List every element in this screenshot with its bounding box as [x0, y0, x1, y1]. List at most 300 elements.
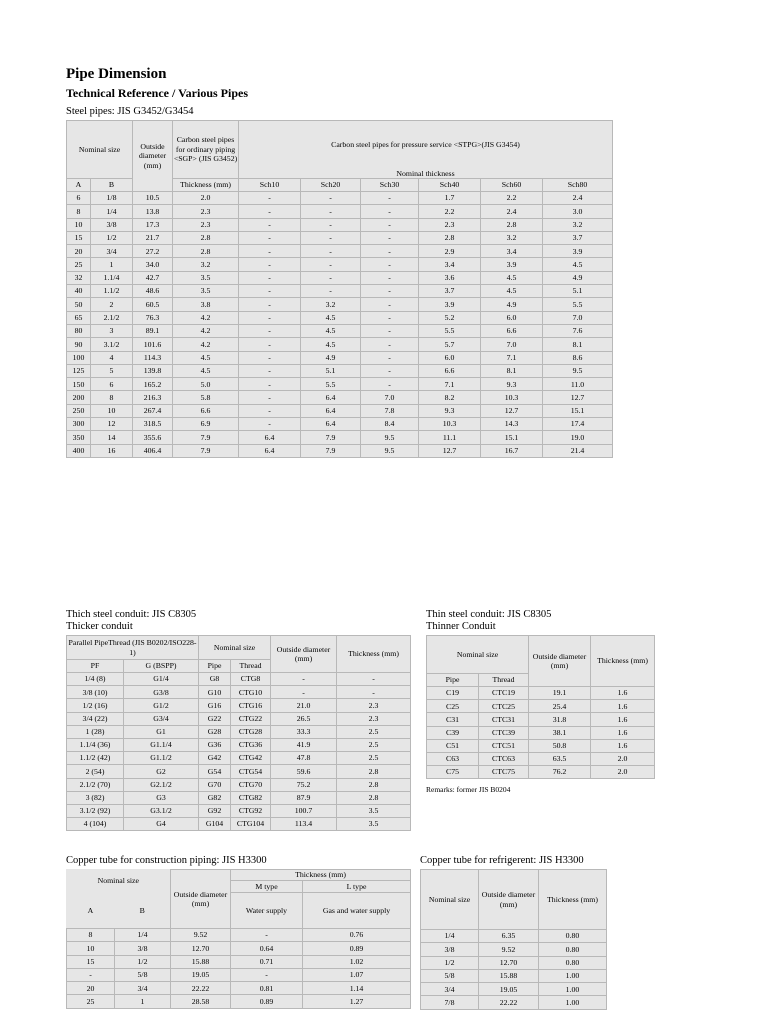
thin-header-nominal: Nominal size: [427, 636, 529, 674]
table-cell: 7.6: [543, 324, 613, 337]
table-row: [67, 712, 411, 725]
table-cell: -: [239, 338, 301, 351]
table-cell: 6.4: [301, 404, 361, 417]
table-cell: 42.7: [133, 271, 173, 284]
table-cell: -: [337, 673, 411, 686]
table-cell: -: [361, 298, 419, 311]
table-cell: 25: [67, 258, 91, 271]
table-cell: G1.1/4: [124, 738, 199, 751]
table-cell: 11.1: [419, 431, 481, 444]
table-cell: 16.7: [481, 444, 543, 457]
table-cell: 4.2: [173, 311, 239, 324]
table-cell: G82: [199, 791, 231, 804]
table-cell: 3/4 (22): [67, 712, 124, 725]
table-row: [421, 943, 607, 956]
table-cell: 1/2: [91, 231, 133, 244]
table-cell: 150: [67, 378, 91, 391]
copper-c-header-thickness: Thickness (mm): [231, 870, 411, 881]
table-cell: G3: [124, 791, 199, 804]
table-cell: -: [239, 218, 301, 231]
table-cell: -: [361, 338, 419, 351]
table-cell: 2.1/2: [91, 311, 133, 324]
table-cell: 15.1: [481, 431, 543, 444]
table-row: [67, 338, 613, 351]
table-cell: 113.4: [271, 818, 337, 831]
table-cell: 1/4 (8): [67, 673, 124, 686]
table-cell: CTG104: [231, 818, 271, 831]
table-cell: 2: [91, 298, 133, 311]
table-row: [67, 968, 411, 981]
table-cell: 0.89: [303, 942, 411, 955]
table-cell: 10: [91, 404, 133, 417]
thin-header-thread: Thread: [479, 674, 529, 687]
table-cell: CTC63: [479, 752, 529, 765]
table-cell: -: [361, 285, 419, 298]
table-cell: 2.9: [419, 245, 481, 258]
table-cell: -: [337, 686, 411, 699]
table-cell: -: [361, 378, 419, 391]
table-row: [67, 324, 613, 337]
table-cell: -: [301, 245, 361, 258]
table-cell: C63: [427, 752, 479, 765]
table-cell: 12.7: [543, 391, 613, 404]
table-cell: 1/4: [115, 929, 171, 942]
steel-header-nominal: Nominal size: [67, 121, 133, 179]
table-cell: 1/4: [421, 930, 479, 943]
table-cell: -: [301, 231, 361, 244]
table-cell: C51: [427, 739, 479, 752]
table-cell: 76.3: [133, 311, 173, 324]
table-cell: 1.7: [419, 192, 481, 205]
table-cell: -: [301, 271, 361, 284]
table-cell: 1.1/2: [91, 285, 133, 298]
table-cell: 3/8: [115, 942, 171, 955]
table-cell: 4.5: [301, 338, 361, 351]
table-cell: 3.7: [543, 231, 613, 244]
table-row: [427, 739, 655, 752]
copper-construction-caption: Copper tube for construction piping: JIS H3300: [66, 855, 267, 866]
table-cell: CTG10: [231, 686, 271, 699]
table-cell: 2.3: [419, 218, 481, 231]
thin-header-thickness: Thickness (mm): [591, 636, 655, 687]
table-cell: 2.8: [173, 231, 239, 244]
table-cell: -: [239, 311, 301, 324]
table-cell: -: [301, 218, 361, 231]
table-cell: C25: [427, 700, 479, 713]
table-cell: G16: [199, 699, 231, 712]
table-cell: 6.0: [481, 311, 543, 324]
table-row: [67, 298, 613, 311]
steel-header-b: B: [91, 179, 133, 192]
table-cell: C19: [427, 687, 479, 700]
table-cell: 2.4: [481, 205, 543, 218]
table-cell: 80: [67, 324, 91, 337]
table-cell: 200: [67, 391, 91, 404]
table-cell: G8: [199, 673, 231, 686]
table-cell: 406.4: [133, 444, 173, 457]
table-cell: 2.3: [173, 218, 239, 231]
table-cell: 2.5: [337, 725, 411, 738]
table-row: [67, 258, 613, 271]
table-cell: 125: [67, 364, 91, 377]
table-cell: 400: [67, 444, 91, 457]
table-cell: 41.9: [271, 738, 337, 751]
table-cell: 76.2: [529, 766, 591, 779]
table-cell: 3.6: [419, 271, 481, 284]
table-row: [427, 713, 655, 726]
table-row: [67, 686, 411, 699]
table-row: [67, 804, 411, 817]
table-cell: 267.4: [133, 404, 173, 417]
table-cell: 5.2: [419, 311, 481, 324]
table-row: [67, 231, 613, 244]
table-cell: 2.2: [419, 205, 481, 218]
steel-caption: Steel pipes: JIS G3452/G3454: [66, 106, 194, 117]
table-cell: CTG28: [231, 725, 271, 738]
table-row: [67, 285, 613, 298]
table-row: [67, 699, 411, 712]
table-cell: 27.2: [133, 245, 173, 258]
table-cell: 12.70: [171, 942, 231, 955]
copper-r-header-outside: Outside diameter (mm): [479, 870, 539, 930]
table-cell: 10.3: [481, 391, 543, 404]
table-cell: 65: [67, 311, 91, 324]
table-cell: -: [361, 311, 419, 324]
table-row: [67, 818, 411, 831]
table-cell: 9.3: [481, 378, 543, 391]
table-cell: 3/8 (10): [67, 686, 124, 699]
table-cell: -: [239, 404, 301, 417]
table-cell: -: [239, 231, 301, 244]
table-cell: 15: [67, 955, 115, 968]
table-row: [67, 778, 411, 791]
table-cell: 7/8: [421, 996, 479, 1009]
steel-header-stpg: Carbon steel pipes for pressure service <STPG>(JIS G3454): [239, 121, 613, 169]
table-cell: -: [239, 391, 301, 404]
table-cell: 10: [67, 942, 115, 955]
table-row: [67, 995, 411, 1008]
table-cell: 1.00: [539, 996, 607, 1009]
copper-c-header-outside: Outside diameter (mm): [171, 870, 231, 929]
table-row: [67, 673, 411, 686]
steel-header-outside: Outside diameter (mm): [133, 121, 173, 192]
table-cell: 1.6: [591, 713, 655, 726]
table-cell: 1/2: [421, 956, 479, 969]
table-cell: 7.8: [361, 404, 419, 417]
copper-c-header-ltype: L type: [303, 881, 411, 893]
table-cell: 4.5: [173, 364, 239, 377]
table-cell: G70: [199, 778, 231, 791]
table-cell: 5.5: [301, 378, 361, 391]
table-row: [67, 378, 613, 391]
table-cell: 14.3: [481, 418, 543, 431]
table-cell: 6.6: [419, 364, 481, 377]
steel-header-a: A: [67, 179, 91, 192]
table-cell: 50: [67, 298, 91, 311]
table-cell: -: [361, 351, 419, 364]
table-cell: -: [239, 205, 301, 218]
table-cell: 31.8: [529, 713, 591, 726]
table-cell: 7.0: [543, 311, 613, 324]
steel-header-sch10: Sch10: [239, 179, 301, 192]
table-cell: G36: [199, 738, 231, 751]
table-cell: 90: [67, 338, 91, 351]
table-cell: CTG22: [231, 712, 271, 725]
thick-header-g: G (BSPP): [124, 660, 199, 673]
table-cell: 100: [67, 351, 91, 364]
table-cell: 1.1/2 (42): [67, 752, 124, 765]
table-cell: 3.2: [301, 298, 361, 311]
table-row: [427, 726, 655, 739]
table-cell: G22: [199, 712, 231, 725]
table-cell: 2.8: [173, 245, 239, 258]
page-subtitle: Technical Reference / Various Pipes: [66, 86, 248, 100]
table-cell: 9.52: [171, 929, 231, 942]
table-cell: 14: [91, 431, 133, 444]
copper-c-header-nominal: Nominal size: [97, 876, 139, 886]
table-cell: 1 (28): [67, 725, 124, 738]
table-cell: 4.5: [481, 285, 543, 298]
table-row: [427, 700, 655, 713]
table-cell: 1.00: [539, 969, 607, 982]
table-cell: 6.6: [173, 404, 239, 417]
table-cell: 25: [67, 995, 115, 1008]
table-row: [427, 752, 655, 765]
table-cell: 8.6: [543, 351, 613, 364]
table-cell: G42: [199, 752, 231, 765]
table-cell: 63.5: [529, 752, 591, 765]
table-cell: 1: [115, 995, 171, 1008]
table-cell: G4: [124, 818, 199, 831]
table-cell: 33.3: [271, 725, 337, 738]
steel-header-sch60: Sch60: [481, 179, 543, 192]
table-cell: 6.0: [419, 351, 481, 364]
table-cell: G3/8: [124, 686, 199, 699]
table-row: [67, 245, 613, 258]
table-cell: 6: [67, 192, 91, 205]
table-cell: 6.4: [301, 391, 361, 404]
table-cell: 19.05: [171, 968, 231, 981]
table-cell: 5: [91, 364, 133, 377]
table-cell: 47.8: [271, 752, 337, 765]
table-cell: CTC51: [479, 739, 529, 752]
table-cell: CTG92: [231, 804, 271, 817]
thick-header-parallel: Parallel PipeThread (JIS B0202/ISO228-1): [67, 636, 199, 660]
table-cell: 3.9: [543, 245, 613, 258]
table-row: [67, 391, 613, 404]
table-cell: 0.64: [231, 942, 303, 955]
table-cell: 5.7: [419, 338, 481, 351]
table-cell: 7.1: [419, 378, 481, 391]
table-cell: 7.9: [301, 431, 361, 444]
table-cell: 0.80: [539, 956, 607, 969]
table-cell: 1.27: [303, 995, 411, 1008]
table-cell: 1: [91, 258, 133, 271]
copper-r-header-thickness: Thickness (mm): [539, 870, 607, 930]
table-cell: 165.2: [133, 378, 173, 391]
table-cell: -: [239, 285, 301, 298]
table-cell: 1.1/4 (36): [67, 738, 124, 751]
table-cell: -: [361, 231, 419, 244]
table-cell: -: [361, 218, 419, 231]
table-cell: 3.7: [419, 285, 481, 298]
table-cell: 3.5: [337, 804, 411, 817]
thick-header-outside: Outside diameter (mm): [271, 636, 337, 673]
table-cell: 9.5: [543, 364, 613, 377]
table-cell: 3/4: [115, 982, 171, 995]
table-cell: CTC39: [479, 726, 529, 739]
table-cell: 22.22: [479, 996, 539, 1009]
table-cell: 20: [67, 982, 115, 995]
table-row: [421, 969, 607, 982]
steel-header-sch80: Sch80: [543, 179, 613, 192]
table-cell: 2.8: [337, 778, 411, 791]
table-cell: 10.5: [133, 192, 173, 205]
table-cell: -: [271, 686, 337, 699]
thin-header-pipe: Pipe: [427, 674, 479, 687]
table-cell: 4.9: [301, 351, 361, 364]
table-cell: 32: [67, 271, 91, 284]
table-cell: 48.6: [133, 285, 173, 298]
table-cell: 3.9: [419, 298, 481, 311]
table-cell: 100.7: [271, 804, 337, 817]
table-cell: 59.6: [271, 765, 337, 778]
table-cell: 1/4: [91, 205, 133, 218]
table-row: [67, 218, 613, 231]
table-cell: -: [239, 298, 301, 311]
table-cell: 2.3: [337, 712, 411, 725]
table-row: [421, 956, 607, 969]
table-cell: -: [239, 324, 301, 337]
table-cell: 2.1/2 (70): [67, 778, 124, 791]
table-cell: 3.1/2: [91, 338, 133, 351]
table-cell: 7.9: [301, 444, 361, 457]
table-cell: CTC75: [479, 766, 529, 779]
table-cell: -: [239, 378, 301, 391]
thick-header-thread: Thread: [231, 660, 271, 673]
table-cell: 17.3: [133, 218, 173, 231]
table-cell: 6.4: [301, 418, 361, 431]
table-cell: 15.1: [543, 404, 613, 417]
table-cell: G1/4: [124, 673, 199, 686]
thick-header-thickness: Thickness (mm): [337, 636, 411, 673]
table-cell: -: [67, 968, 115, 981]
table-cell: CTG8: [231, 673, 271, 686]
table-cell: 10: [67, 218, 91, 231]
table-cell: -: [239, 418, 301, 431]
table-cell: CTG82: [231, 791, 271, 804]
table-cell: 19.0: [543, 431, 613, 444]
table-cell: C31: [427, 713, 479, 726]
table-cell: CTC25: [479, 700, 529, 713]
table-cell: 20: [67, 245, 91, 258]
table-row: [427, 766, 655, 779]
copper-construction-table: [66, 869, 411, 1009]
table-cell: G104: [199, 818, 231, 831]
table-cell: 8: [91, 391, 133, 404]
thin-conduit-caption: Thin steel conduit: JIS C8305: [426, 609, 552, 620]
table-cell: 8.4: [361, 418, 419, 431]
copper-refrigerant-caption: Copper tube for refrigerent: JIS H3300: [420, 855, 584, 866]
table-cell: 5/8: [421, 969, 479, 982]
table-cell: 9.3: [419, 404, 481, 417]
table-row: [67, 351, 613, 364]
table-cell: 17.4: [543, 418, 613, 431]
thin-conduit-subcaption: Thinner Conduit: [426, 621, 496, 632]
table-cell: CTG54: [231, 765, 271, 778]
table-cell: 4.5: [543, 258, 613, 271]
table-row: [67, 791, 411, 804]
table-cell: 11.0: [543, 378, 613, 391]
table-cell: CTG70: [231, 778, 271, 791]
table-cell: 6: [91, 378, 133, 391]
table-cell: -: [361, 205, 419, 218]
table-cell: 3/4: [421, 983, 479, 996]
table-cell: 6.4: [239, 444, 301, 457]
table-cell: G1: [124, 725, 199, 738]
steel-header-thickness: Thickness (mm): [173, 179, 239, 192]
table-cell: 1.6: [591, 700, 655, 713]
table-cell: 8: [67, 929, 115, 942]
table-cell: -: [239, 245, 301, 258]
steel-header-sch20: Sch20: [301, 179, 361, 192]
table-cell: 2.3: [173, 205, 239, 218]
table-cell: 3.5: [337, 818, 411, 831]
table-row: [67, 431, 613, 444]
table-cell: 10.3: [419, 418, 481, 431]
thick-header-pf: PF: [67, 660, 124, 673]
table-cell: 38.1: [529, 726, 591, 739]
table-cell: 8.1: [543, 338, 613, 351]
table-cell: 3.2: [173, 258, 239, 271]
table-cell: 3: [91, 324, 133, 337]
table-cell: G3.1/2: [124, 804, 199, 817]
table-cell: 12.70: [479, 956, 539, 969]
table-row: [421, 996, 607, 1009]
table-cell: 26.5: [271, 712, 337, 725]
table-cell: -: [301, 285, 361, 298]
table-cell: 21.0: [271, 699, 337, 712]
table-cell: -: [361, 324, 419, 337]
steel-header-nominal-thickness: Nominal thickness: [239, 169, 613, 179]
table-cell: 3.4: [481, 245, 543, 258]
table-cell: 4.5: [173, 351, 239, 364]
table-cell: 3.0: [543, 205, 613, 218]
table-cell: G2: [124, 765, 199, 778]
table-cell: 0.71: [231, 955, 303, 968]
table-cell: 13.8: [133, 205, 173, 218]
table-cell: 5.1: [301, 364, 361, 377]
table-cell: 3.9: [481, 258, 543, 271]
table-cell: 1.6: [591, 726, 655, 739]
table-row: [67, 982, 411, 995]
table-cell: 114.3: [133, 351, 173, 364]
table-cell: 3.2: [481, 231, 543, 244]
table-cell: 87.9: [271, 791, 337, 804]
table-row: [67, 725, 411, 738]
table-cell: 19.1: [529, 687, 591, 700]
table-cell: -: [239, 258, 301, 271]
table-cell: 1/2: [115, 955, 171, 968]
table-cell: CTC19: [479, 687, 529, 700]
copper-refrigerant-table: [420, 869, 607, 1010]
table-cell: 60.5: [133, 298, 173, 311]
table-cell: 15: [67, 231, 91, 244]
table-cell: 1.07: [303, 968, 411, 981]
table-cell: 6.9: [173, 418, 239, 431]
copper-c-header-gas: Gas and water supply: [303, 893, 411, 929]
table-cell: 1.1/4: [91, 271, 133, 284]
